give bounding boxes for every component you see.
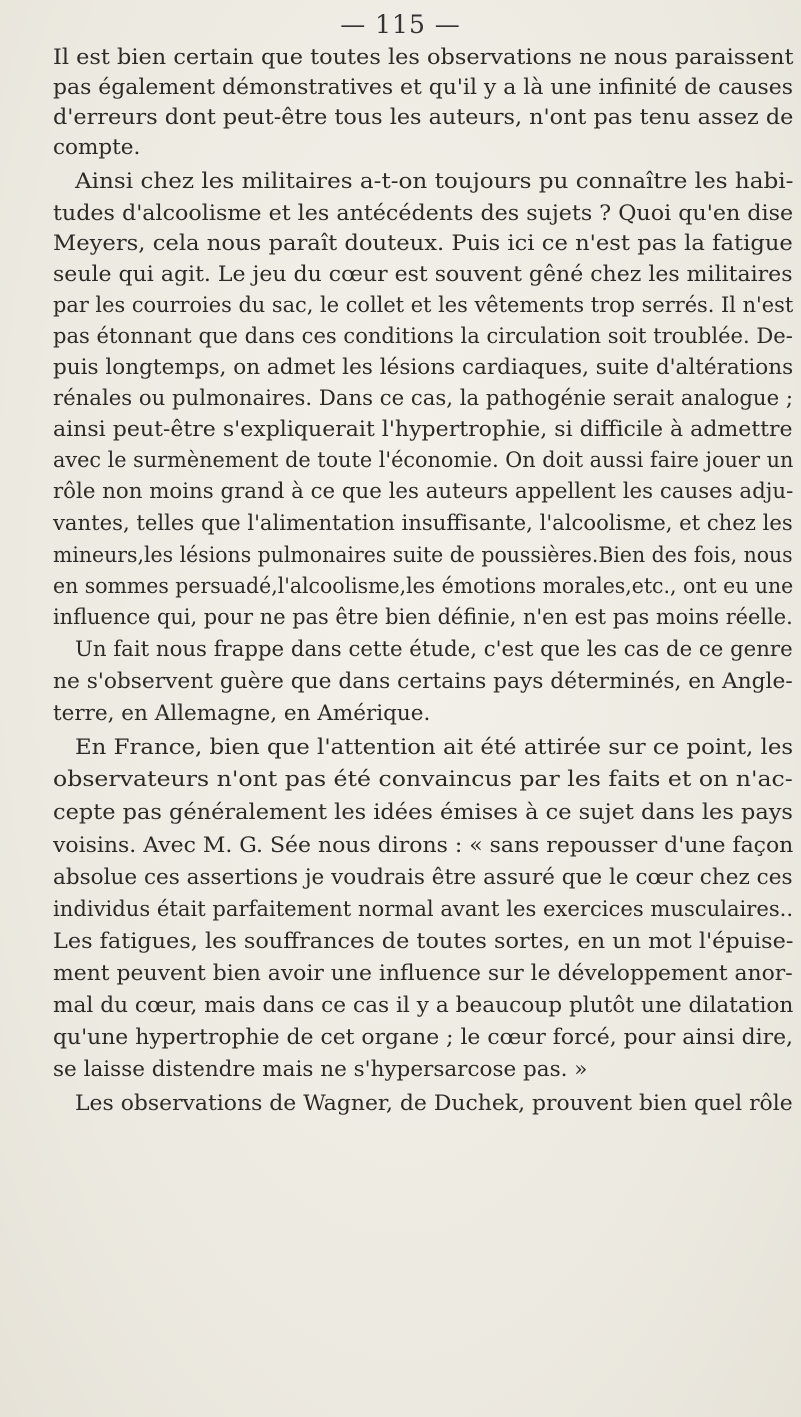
page-number: — 115 — bbox=[340, 10, 461, 39]
text-line: puis longtemps, on admet les lésions cardiaques, suite d'altérations bbox=[53, 355, 794, 380]
text-line: absolue ces assertions je voudrais être assuré que le cœur chez ces bbox=[53, 865, 793, 890]
text-line: tudes d'alcoolisme et les antécédents des sujets ? Quoi qu'en dise bbox=[53, 201, 794, 226]
text-line: qu'une hypertrophie de cet organe ; le cœur forcé, pour ainsi dire, bbox=[53, 1025, 794, 1050]
text-line: pas étonnant que dans ces conditions la circulation soit troublée. De- bbox=[53, 324, 793, 349]
text-line: terre, en Allemagne, en Amérique. bbox=[53, 701, 431, 726]
text-line: seule qui agit. Le jeu du cœur est souvent gêné chez les militaires bbox=[53, 262, 793, 287]
text-line: ment peuvent bien avoir une influence sur le développement anor- bbox=[53, 961, 793, 986]
text-line: voisins. Avec M. G. Sée nous dirons : « sans repousser d'une façon bbox=[53, 833, 794, 858]
text-line: Les observations de Wagner, de Duchek, prouvent bien quel rôle bbox=[75, 1091, 793, 1116]
text-line: observateurs n'ont pas été convaincus par les faits et on n'ac- bbox=[53, 767, 793, 792]
text-line: avec le surmènement de toute l'économie. On doit aussi faire jouer un bbox=[53, 448, 794, 473]
text-line: Un fait nous frappe dans cette étude, c'est que les cas de ce genre bbox=[75, 637, 793, 662]
text-line: d'erreurs dont peut-être tous les auteurs, n'ont pas tenu assez de bbox=[53, 105, 794, 130]
text-line: individus était parfaitement normal avant les exercices musculaires.. bbox=[53, 897, 794, 922]
text-line: pas également démonstratives et qu'il y a là une infinité de causes bbox=[53, 75, 793, 100]
text-line: mineurs,les lésions pulmonaires suite de poussières.Bien des fois, nous bbox=[53, 543, 793, 568]
text-line: rôle non moins grand à ce que les auteurs appellent les causes adju- bbox=[53, 479, 794, 504]
text-line: influence qui, pour ne pas être bien définie, n'en est pas moins réelle. bbox=[53, 605, 793, 630]
text-line: ne s'observent guère que dans certains pays déterminés, en Angle- bbox=[53, 669, 793, 694]
text-line: Les fatigues, les souffrances de toutes sortes, en un mot l'épuise- bbox=[53, 929, 794, 954]
text-line: par les courroies du sac, le collet et les vêtements trop serrés. Il n'est bbox=[53, 293, 794, 318]
text-line: En France, bien que l'attention ait été attirée sur ce point, les bbox=[75, 735, 794, 760]
text-line: compte. bbox=[53, 135, 141, 160]
text-line: se laisse distendre mais ne s'hypersarcose pas. » bbox=[53, 1057, 588, 1082]
text-line: Ainsi chez les militaires a-t-on toujours pu connaître les habi- bbox=[75, 169, 794, 194]
text-line: Il est bien certain que toutes les observations ne nous paraissent bbox=[53, 45, 794, 70]
text-line: ainsi peut-être s'expliquerait l'hypertrophie, si difficile à admettre bbox=[53, 417, 793, 442]
text-line: en sommes persuadé,l'alcoolisme,les émotions morales,etc., ont eu une bbox=[53, 574, 794, 599]
text-line: cepte pas généralement les idées émises à ce sujet dans les pays bbox=[53, 800, 793, 825]
text-line: mal du cœur, mais dans ce cas il y a beaucoup plutôt une dilatation bbox=[53, 993, 794, 1018]
text-line: rénales ou pulmonaires. Dans ce cas, la pathogénie serait analogue ; bbox=[53, 386, 793, 411]
text-line: vantes, telles que l'alimentation insuffisante, l'alcoolisme, et chez les bbox=[53, 511, 793, 536]
text-line: Meyers, cela nous paraît douteux. Puis ici ce n'est pas la fatigue bbox=[53, 231, 793, 256]
